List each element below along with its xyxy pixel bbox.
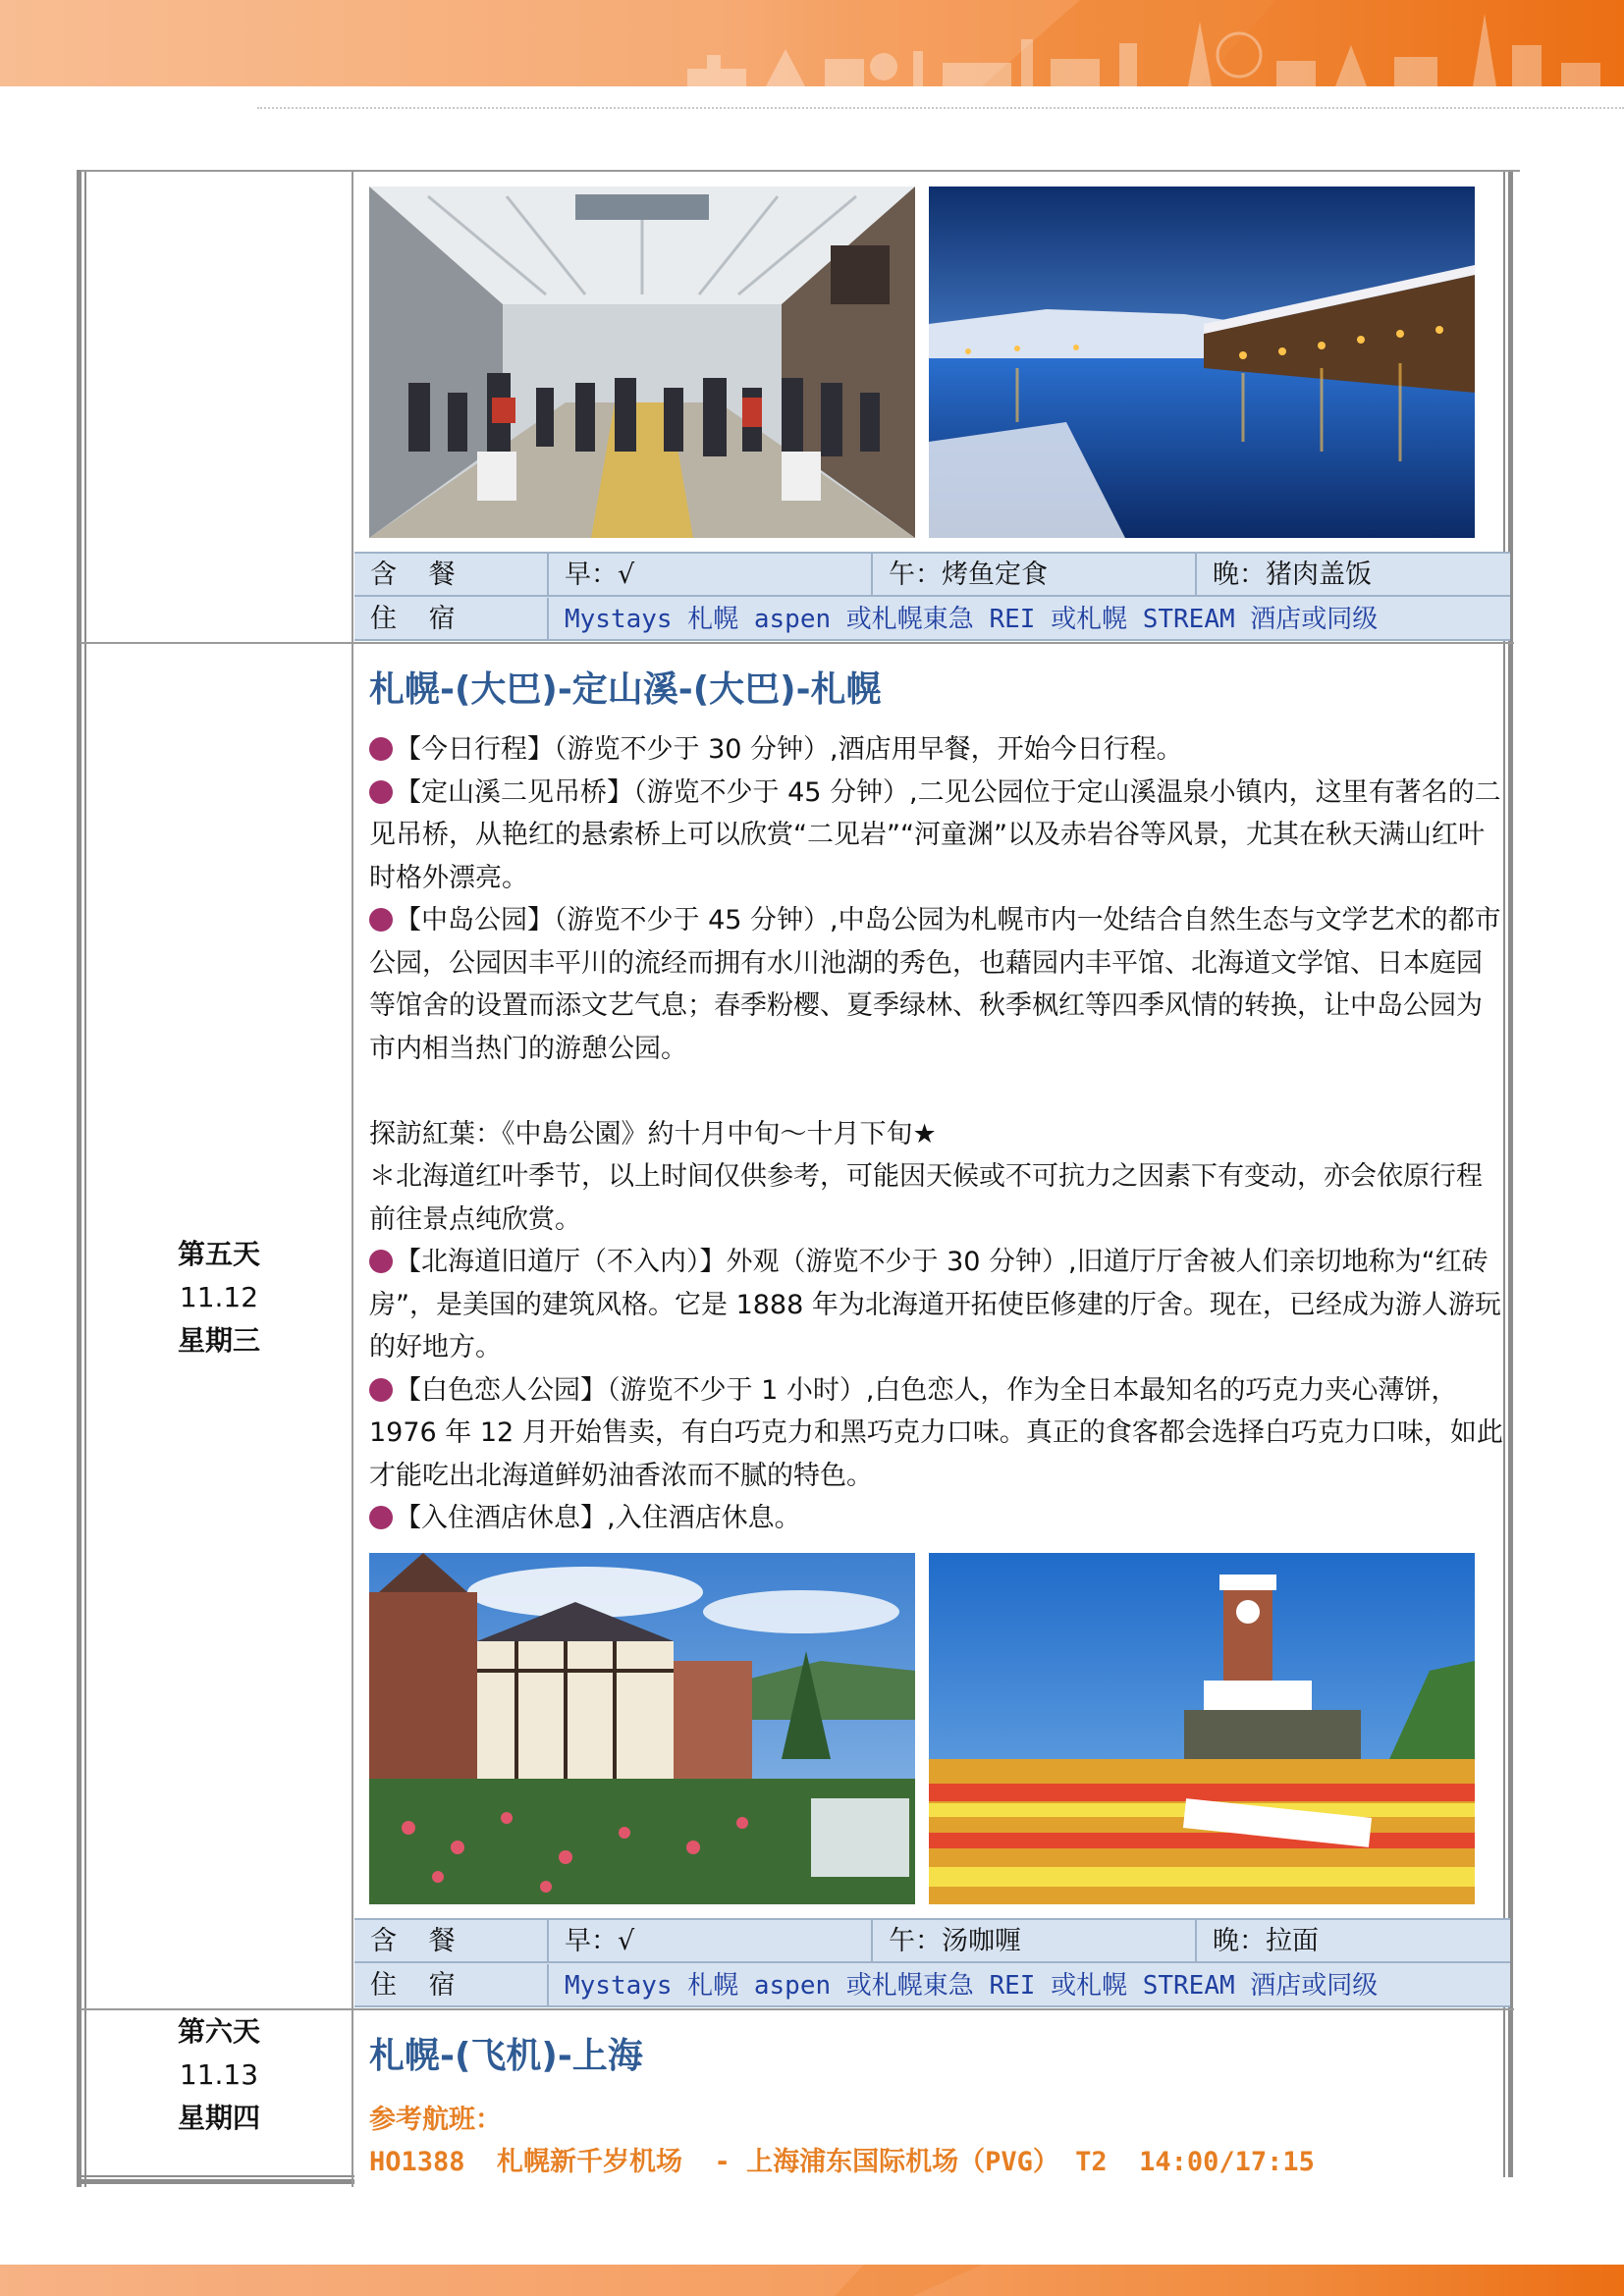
meal-hotel-table-day4: [354, 552, 1510, 640]
bullet-icon: [369, 737, 393, 761]
itinerary-item: [369, 728, 1504, 772]
itinerary-item: [369, 1241, 1504, 1369]
day5-title: 第五天: [177, 1238, 260, 1270]
bullet-icon: [369, 1250, 393, 1273]
item-text: （游览不少于 45 分钟）,二见公园位于定山溪温泉小镇内，这里有著名的二见吊桥，从艳红的悬索桥上可以欣赏“二见岩”“河童渊”以及赤岩谷等风景，尤其在秋天满山红叶时格外漂亮。: [369, 776, 1501, 893]
item-text: （游览不少于 30 分钟）,酒店用早餐，开始今日行程。: [554, 734, 1183, 765]
dinner-cell: 晚：拉面: [1195, 1920, 1510, 1963]
autumn-disclaimer: ＊北海道红叶季节，以上时间仅供参考，可能因天候或不可抗力之因素下有变动，亦会依原行程前往景点纯欣赏。: [369, 1161, 1483, 1235]
item-title: 【定山溪二见吊桥】: [395, 776, 633, 808]
table-row-divider-day5: [81, 642, 1514, 644]
day6-route-title: 札幌-(飞机)-上海: [369, 2036, 643, 2076]
day5-route-title: 札幌-(大巴)-定山溪-(大巴)-札幌: [369, 669, 882, 710]
item-text: （游览不少于 45 分钟）,中岛公园为札幌市内一处结合自然生态与文学艺术的都市公园，公园因丰平川的流经而拥有水川池湖的秀色，也藉园内丰平馆、北海道文学馆、日本庭园等馆舍的设置而添文艺气息；春季粉樱、夏季绿林、秋季枫红等四季风情的转换，让中岛公园为市内相当热门的游憩公园。: [369, 905, 1501, 1064]
shiroi-koibito-park-photo: [369, 1553, 915, 1904]
item-title: 【入住酒店休息】: [395, 1503, 607, 1533]
meal-row: [354, 1920, 1510, 1963]
bullet-icon: [369, 1506, 393, 1529]
day5-label: [86, 1233, 352, 1362]
item-text: 外观（游览不少于 30 分钟）,旧道厅厅舍被人们亲切地称为“红砖房”，是美国的建筑风格。它是 1888 年为北海道开拓使臣修建的厅舍。现在，已经成为游人游玩的好地方。: [369, 1247, 1501, 1362]
itinerary-item: [369, 772, 1504, 900]
hotel-row: [354, 1964, 1510, 2007]
shopping-arcade-photo: [369, 187, 915, 538]
item-title: 【中岛公园】: [395, 905, 554, 935]
day6-title: 第六天: [177, 2015, 260, 2048]
night-canal-photo: [929, 187, 1475, 538]
itinerary-item: [369, 899, 1504, 1070]
lunch-cell: 午：烤鱼定食: [871, 554, 1195, 597]
bullet-icon: [369, 1378, 393, 1402]
day6-weekday: 星期四: [177, 2102, 260, 2134]
hotel-label: 住 宿: [370, 1970, 467, 2001]
day5-weekday: 星期三: [177, 1324, 260, 1357]
meal-row: [354, 554, 1510, 597]
itinerary-item: [369, 1369, 1504, 1498]
day6-label: [86, 2010, 352, 2140]
flight-reference-label: 参考航班：: [369, 2105, 502, 2135]
item-text: （游览不少于 1 小时）,白色恋人，作为全日本最知名的巧克力夹心薄饼，1976 年 12 月开始售卖，有白巧克力和黑巧克力口味。真正的食客都会选择白巧克力口味，如此才能吃出北海道鲜奶油香浓而不腻的特色。: [369, 1374, 1503, 1491]
item-title: 【北海道旧道厅（不入内）】: [395, 1247, 727, 1277]
item-title: 【白色恋人公园】: [395, 1374, 607, 1406]
item-text: ,入住酒店休息。: [607, 1503, 801, 1533]
itinerary-item: [369, 1497, 1504, 1540]
header-dotted-rule: [257, 107, 1624, 109]
hotel-value: Mystays 札幌 aspen 或札幌東急 REI 或札幌 STREAM 酒店或同级: [547, 1964, 1510, 2007]
breakfast-cell: 早：√: [547, 554, 871, 597]
table-top-rule: [81, 170, 1520, 172]
footer-band: [0, 2265, 1624, 2296]
item-title: 【今日行程】: [395, 734, 554, 765]
day5-date: 11.12: [179, 1281, 259, 1313]
hotel-label: 住 宿: [370, 604, 467, 634]
bullet-icon: [369, 780, 393, 804]
header-banner: [0, 0, 1624, 86]
dinner-cell: 晚：猪肉盖饭: [1195, 554, 1510, 597]
meal-label: 含 餐: [370, 1926, 467, 1956]
hotel-row: [354, 598, 1510, 641]
meal-label: 含 餐: [370, 560, 467, 590]
lunch-cell: 午：汤咖喱: [871, 1920, 1195, 1963]
autumn-note: 探訪紅葉：《中島公園》約十月中旬～十月下旬★: [369, 1118, 937, 1149]
meal-hotel-table-day5: [354, 1918, 1510, 2006]
day6-date: 11.13: [179, 2058, 259, 2091]
flight-info: HO1388 札幌新千岁机场 - 上海浦东国际机场（PVG） T2 14:00/17:15: [369, 2147, 1315, 2177]
breakfast-cell: 早：√: [547, 1920, 871, 1963]
hotel-value: Mystays 札幌 aspen 或札幌東急 REI 或札幌 STREAM 酒店或同级: [547, 598, 1510, 641]
day5-description: [369, 728, 1504, 1540]
bullet-icon: [369, 908, 393, 932]
clock-tower-garden-photo: [929, 1553, 1475, 1904]
